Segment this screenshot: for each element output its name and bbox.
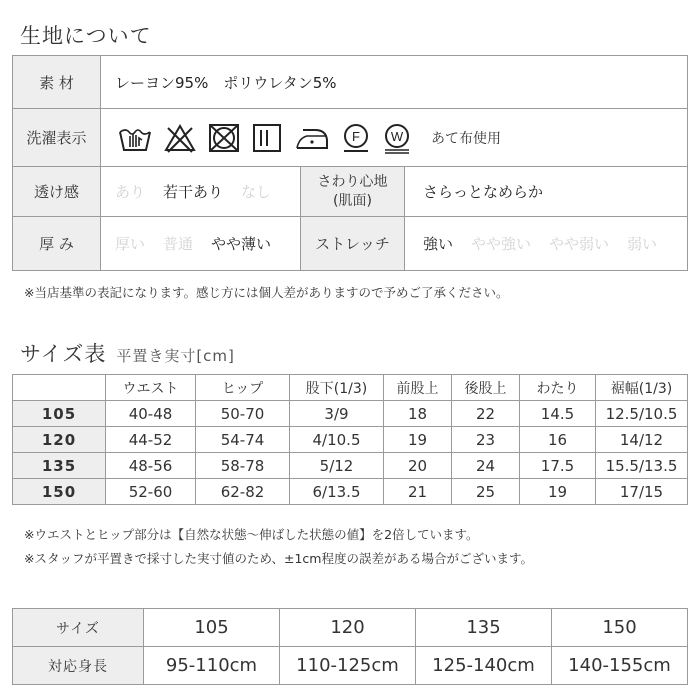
size-chart-table xyxy=(12,374,688,505)
feel-label xyxy=(301,167,405,217)
size-chart-header-cell: 裾幅(1/3) xyxy=(596,375,688,401)
table-cell: 23 xyxy=(452,427,520,453)
care-icons-cell xyxy=(101,109,688,167)
table-cell: 4/10.5 xyxy=(290,427,384,453)
wash-by-hand-icon xyxy=(117,122,153,154)
svg-text:F: F xyxy=(352,128,360,144)
table-row xyxy=(13,401,688,427)
thickness-option: 厚い xyxy=(115,235,146,253)
stretch-options xyxy=(405,217,688,271)
fit-height-cell: 140-155cm xyxy=(552,647,688,685)
fit-size-cell: 105 xyxy=(144,609,280,647)
table-cell: 58-78 xyxy=(196,453,290,479)
size-chart-header-cell: 前股上 xyxy=(384,375,452,401)
table-cell: 21 xyxy=(384,479,452,505)
size-row-header: 150 xyxy=(13,479,106,505)
sheer-option-selected: 若干あり xyxy=(163,183,224,201)
table-cell: 19 xyxy=(384,427,452,453)
size-chart-subtitle: 平置き実寸[cm] xyxy=(116,347,235,365)
fit-height-row xyxy=(13,647,688,685)
table-cell: 18 xyxy=(384,401,452,427)
fabric-section-title: 生地について xyxy=(20,24,152,48)
table-cell: 52-60 xyxy=(106,479,196,505)
svg-text:W: W xyxy=(390,128,404,144)
table-cell: 14.5 xyxy=(520,401,596,427)
size-chart-header-row xyxy=(13,375,688,401)
stretch-option: やや弱い xyxy=(549,235,610,253)
fit-table xyxy=(12,608,688,685)
table-cell: 50-70 xyxy=(196,401,290,427)
wet-clean-w-icon xyxy=(381,122,413,154)
size-row-header: 105 xyxy=(13,401,106,427)
thickness-label: 厚 み xyxy=(13,217,101,271)
sheer-option: あり xyxy=(115,183,146,201)
sheer-options xyxy=(101,167,301,217)
sheer-label: 透け感 xyxy=(13,167,101,217)
table-row xyxy=(13,453,688,479)
table-cell: 62-82 xyxy=(196,479,290,505)
dry-clean-f-icon xyxy=(341,122,371,154)
table-cell: 6/13.5 xyxy=(290,479,384,505)
table-cell: 20 xyxy=(384,453,452,479)
no-bleach-icon xyxy=(163,122,197,154)
table-cell: 12.5/10.5 xyxy=(596,401,688,427)
iron-low-icon xyxy=(293,122,331,154)
fit-size-cell: 120 xyxy=(280,609,416,647)
fit-height-cell: 95-110cm xyxy=(144,647,280,685)
fit-size-row xyxy=(13,609,688,647)
size-chart-header-cell: ウエスト xyxy=(106,375,196,401)
table-cell: 14/12 xyxy=(596,427,688,453)
size-row-header: 120 xyxy=(13,427,106,453)
fit-size-cell: 150 xyxy=(552,609,688,647)
size-chart-header-cell: 股下(1/3) xyxy=(290,375,384,401)
care-label: 洗濯表示 xyxy=(13,109,101,167)
line-dry-icon xyxy=(251,122,283,154)
material-value: レーヨン95% ポリウレタン5% xyxy=(101,56,688,109)
size-chart-header-cell: ヒップ xyxy=(196,375,290,401)
feel-label-sub: (肌面) xyxy=(333,192,372,209)
feel-label-main: さわり心地 xyxy=(317,173,388,190)
size-note-2: ※スタッフが平置きで採寸した実寸値のため、±1cm程度の誤差がある場合がございます。 xyxy=(24,551,533,566)
table-cell: 40-48 xyxy=(106,401,196,427)
fit-size-label: サイズ xyxy=(13,609,144,647)
size-note-1: ※ウエストとヒップ部分は【自然な状態〜伸ばした状態の値】を2倍しています。 xyxy=(24,527,479,542)
stretch-label: ストレッチ xyxy=(301,217,405,271)
table-cell: 17.5 xyxy=(520,453,596,479)
care-note: あて布使用 xyxy=(431,130,501,147)
size-chart-title: サイズ表 xyxy=(20,342,107,366)
table-cell: 17/15 xyxy=(596,479,688,505)
size-chart-title-block xyxy=(20,338,235,368)
stretch-option: 弱い xyxy=(627,235,658,253)
table-cell: 25 xyxy=(452,479,520,505)
stretch-option-selected: 強い xyxy=(423,235,454,253)
thickness-option-selected: やや薄い xyxy=(211,235,272,253)
size-chart-header-cell xyxy=(13,375,106,401)
feel-value: さらっとなめらか xyxy=(405,167,688,217)
fit-height-label: 対応身長 xyxy=(13,647,144,685)
fit-height-cell: 125-140cm xyxy=(416,647,552,685)
table-cell: 44-52 xyxy=(106,427,196,453)
thickness-options xyxy=(101,217,301,271)
fabric-table xyxy=(12,55,688,271)
table-cell: 5/12 xyxy=(290,453,384,479)
stretch-option: やや強い xyxy=(471,235,532,253)
table-row xyxy=(13,479,688,505)
table-cell: 24 xyxy=(452,453,520,479)
fit-height-cell: 110-125cm xyxy=(280,647,416,685)
material-label: 素 材 xyxy=(13,56,101,109)
size-chart-header-cell: わたり xyxy=(520,375,596,401)
thickness-option: 普通 xyxy=(163,235,194,253)
table-cell: 22 xyxy=(452,401,520,427)
table-cell: 16 xyxy=(520,427,596,453)
table-cell: 15.5/13.5 xyxy=(596,453,688,479)
fabric-footnote: ※当店基準の表記になります。感じ方には個人差がありますので予めご了承ください。 xyxy=(24,285,509,300)
table-cell: 19 xyxy=(520,479,596,505)
size-chart-header-cell: 後股上 xyxy=(452,375,520,401)
table-cell: 54-74 xyxy=(196,427,290,453)
no-tumble-dry-icon xyxy=(207,122,241,154)
fit-size-cell: 135 xyxy=(416,609,552,647)
table-cell: 48-56 xyxy=(106,453,196,479)
table-row xyxy=(13,427,688,453)
sheer-option: なし xyxy=(241,183,272,201)
size-row-header: 135 xyxy=(13,453,106,479)
table-cell: 3/9 xyxy=(290,401,384,427)
